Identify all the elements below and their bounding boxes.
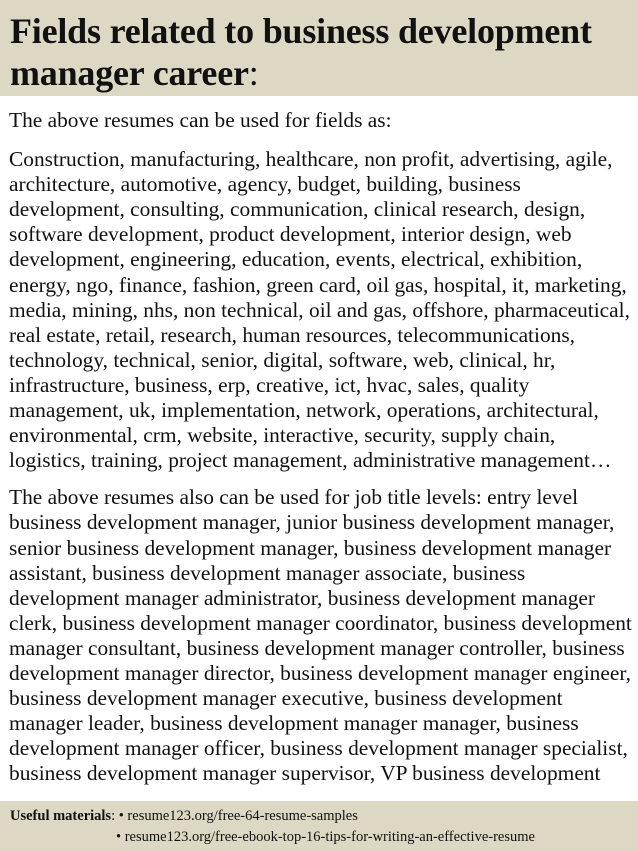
- job-levels-paragraph: The above resumes also can be used for job title levels: entry level business development manager, junior business development manager, senior business development manager, business development manager assistant, business development manager associate, business development manager administrator, business development manager clerk, business development manager coordinator, business development manager consultant, business development manager controller, business development manager director, business development manager engineer, business development manager executive, business development manager leader, business development manager manager, business development manager officer, business development manager specialist, business development manager supervisor, VP business development: [9, 485, 632, 786]
- footer-row-2: [10, 827, 628, 848]
- useful-materials-colon: :: [111, 808, 119, 824]
- page-title-colon: :: [248, 53, 259, 93]
- page-title-text: Fields related to business development manager career: [10, 11, 592, 93]
- useful-materials-footer: [0, 801, 638, 851]
- footer-row-1: [10, 806, 628, 827]
- resume-samples-link[interactable]: • resume123.org/free-64-resume-samples: [118, 808, 358, 824]
- fields-paragraph: Construction, manufacturing, healthcare, non profit, advertising, agile, architecture, automotive, agency, budget, building, business development, consulting, communication, clinical research, design, software development, product development, interior design, web development, engineering, education, events, electrical, exhibition, energy, ngo, finance, fashion, green card, oil gas, hospital, it, marketing, media, mining, nhs, non technical, oil and gas, offshore, pharmaceutical, real estate, retail, research, human resources, telecommunications, technology, technical, senior, digital, software, web, clinical, hr, infrastructure, business, erp, creative, ict, hvac, sales, quality management, uk, implementation, network, operations, architectural, environmental, crm, website, interactive, security, supply chain, logistics, training, project management, administrative management…: [9, 147, 630, 473]
- intro-paragraph: The above resumes can be used for fields as:: [9, 108, 392, 132]
- useful-materials-label: Useful materials: [10, 808, 112, 824]
- page-title: [10, 10, 628, 94]
- title-banner: [0, 0, 638, 96]
- main-content: [9, 108, 633, 800]
- ebook-tips-link[interactable]: • resume123.org/free-ebook-top-16-tips-for-writing-an-effective-resume: [116, 829, 535, 845]
